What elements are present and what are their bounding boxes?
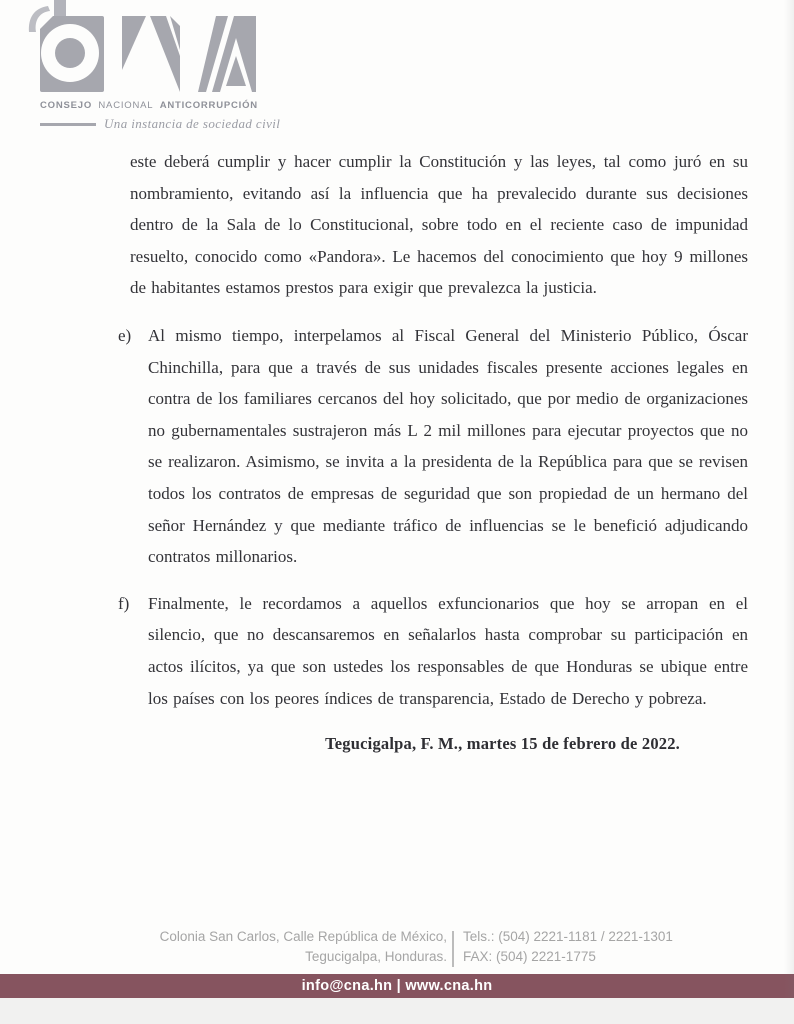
list-item-e [118,320,748,573]
item-label: f) [118,593,130,613]
logo-name-part: NACIONAL [98,100,154,111]
logo-tagline-row [40,116,281,132]
dateline: Tegucigalpa, F. M., martes 15 de febrero de 2022. [325,734,680,753]
page-bottom-margin [0,998,794,1024]
list-item-f [118,588,748,714]
letter-body [118,146,748,729]
logo-organization-name [40,100,258,111]
footer-address-line1: Colonia San Carlos, Calle República de México, [159,929,447,944]
item-label: e) [118,325,132,345]
footer-fax-line: FAX: (504) 2221-1775 [463,949,596,964]
logo-name-part: CONSEJO [40,100,93,111]
item-text: Finalmente, le recordamos a aquellos exfuncionarios que hoy se arropan en el silencio, que no descansaremos en señalarlos hasta comprobar su participación en actos ilícitos, ya que son ustedes los responsables de que Honduras se ubique entre los países con los peores índices de transparencia, Estado de Derecho y pobreza. [148,593,748,708]
footer-divider [452,931,454,967]
intro-paragraph: este deberá cumplir y hacer cumplir la Constitución y las leyes, tal como juró en su nombramiento, evitando así la influencia que ha prevalecido durante sus decisiones dentro de la Sala de lo Constitucional, sobre todo en el reciente caso de impunidad resuelto, conocido como «Pandora». Le hacemos del conocimiento que hoy 9 millones de habitantes estamos prestos para exigir que prevalezca la justicia. [130,152,748,298]
logo-rule [40,123,96,126]
logo-letter-c [40,16,104,92]
logo-tagline: Una instancia de sociedad civil [104,116,281,131]
logo-letter-n [122,16,180,92]
scan-edge-shadow [784,0,794,998]
footer-address [140,927,447,967]
cna-logo-blocks-icon [40,16,256,92]
footer-phones [463,927,673,967]
footer-phone-line1: Tels.: (504) 2221-1181 / 2221-1301 [463,929,673,944]
logo-name-part: ANTICORRUPCIÓN [159,100,258,111]
footer-address-line2: Tegucigalpa, Honduras. [305,949,447,964]
contact-bar: info@cna.hn | www.cna.hn [0,974,794,998]
item-text: Al mismo tiempo, interpelamos al Fiscal General del Ministerio Público, Óscar Chinchilla, para que a través de sus unidades fiscales presente acciones legales en contra de los familiares cercanos del hoy solicitado, que por medio de organizaciones no gubernamentales sustrajeron más L 2 mil millones para ejecutar proyectos que no se realizaron. Asimismo, se invita a la presidenta de la República para que se revisen todos los contratos de empresas de seguridad que son propiedad de un hermano del señor Hernández y que mediante tráfico de influencias se le benefició adjudicando contratos millonarios. [148,325,748,567]
logo-letter-a [198,16,256,92]
